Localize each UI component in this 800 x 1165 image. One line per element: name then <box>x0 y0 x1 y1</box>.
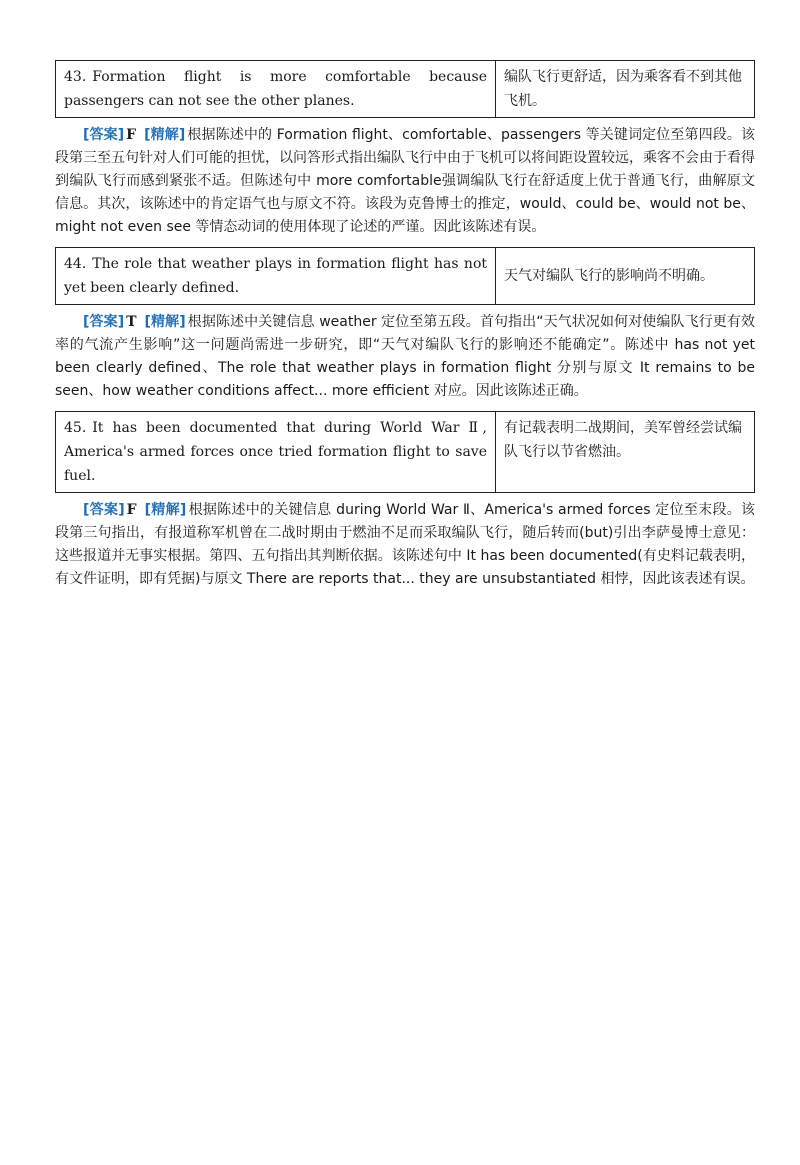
statement-text-en-45: It has been documented that during World War Ⅱ, America's armed forces once tried formation flight to save fuel. <box>64 420 487 484</box>
item-number-43: 43. <box>64 69 87 85</box>
answer-45: F <box>126 502 137 518</box>
statement-en-43 <box>56 61 496 117</box>
explanation-44 <box>55 311 755 403</box>
explain-tag-45: [精解] <box>144 502 187 518</box>
explanation-text-44: 根据陈述中关键信息 weather 定位至第五段。首句指出“天气状况如何对使编队飞行更有效率的气流产生影响”这一问题尚需进一步研究，即“天气对编队飞行的影响还不能确定”。陈述中 has not yet been clearly defined、The role that weather plays in formation flight 分别与原文 It remains to be seen、how weather conditions affect... more efficient 对应。因此该陈述正确。 <box>55 314 756 399</box>
statement-zh-45: 有记载表明二战期间，美军曾经尝试编队飞行以节省燃油。 <box>504 420 742 460</box>
explanation-text-43: 根据陈述中的 Formation flight、comfortable、passengers 等关键词定位至第四段。该段第三至五句针对人们可能的担忧，以问答形式指出编队飞行中由于飞机可以将间距设置较远，乘客不会由于看得到编队飞行而感到紧张不适。但陈述句中 more comfortable强调编队飞行在舒适度上优于普通飞行，曲解原文信息。其次，该陈述中的肯定语气也与原文不符。该段为克鲁博士的推定，would、could be、would not be、might not even see 等情态动词的使用体现了论述的严谨。因此该陈述有误。 <box>55 127 756 235</box>
statement-en-45 <box>56 412 496 492</box>
item-number-44: 44. <box>64 256 87 272</box>
statement-box-44 <box>55 247 755 305</box>
statement-box-45 <box>55 411 755 493</box>
explain-tag-43: [精解] <box>144 127 186 143</box>
statement-zh-44: 天气对编队飞行的影响尚不明确。 <box>504 268 714 284</box>
explain-tag-44: [精解] <box>144 314 186 330</box>
statement-text-en-44: The role that weather plays in formation flight has not yet been clearly defined. <box>64 256 487 296</box>
explanation-45 <box>55 499 755 591</box>
answer-tag-44: [答案] <box>83 314 125 330</box>
statement-text-en-43: Formation flight is more comfortable because passengers can not see the other planes. <box>64 69 487 109</box>
item-number-45: 45. <box>64 420 87 436</box>
statement-box-43 <box>55 60 755 118</box>
explanation-text-45: 根据陈述中的关键信息 during World War Ⅱ、America's armed forces 定位至末段。该段第三句指出，有报道称军机曾在二战时期由于燃油不足而采取编队飞行，随后转而(but)引出李萨曼博士意见：这些报道并无事实根据。第四、五句指出其判断依据。该陈述句中 It has been documented(有史料记载表明，有文件证明，即有凭据)与原文 There are reports that... they are unsubstantiated 相悖，因此该表述有误。 <box>55 502 756 587</box>
statement-zh-43: 编队飞行更舒适，因为乘客看不到其他飞机。 <box>504 69 742 109</box>
answer-tag-43: [答案] <box>83 127 125 143</box>
answer-44: T <box>126 314 137 330</box>
answer-page <box>55 60 755 599</box>
statement-en-44 <box>56 248 496 304</box>
explanation-43 <box>55 124 755 239</box>
answer-43: F <box>126 127 137 143</box>
answer-tag-45: [答案] <box>83 502 125 518</box>
